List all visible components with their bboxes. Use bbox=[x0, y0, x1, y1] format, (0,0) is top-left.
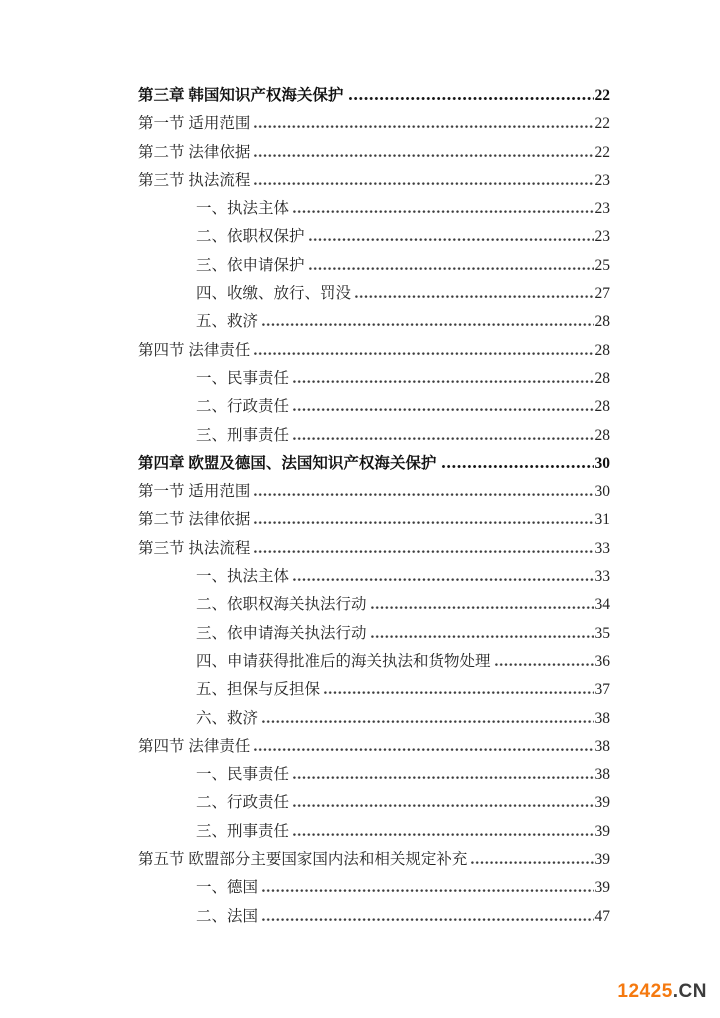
toc-entry-label: 一、德国 bbox=[196, 879, 259, 897]
toc-entry-page: 47 bbox=[594, 907, 610, 925]
toc-leader-dots bbox=[262, 719, 593, 723]
toc-entry-item[interactable] bbox=[138, 789, 610, 817]
toc-entry-page: 36 bbox=[594, 652, 610, 670]
toc-leader-dots bbox=[262, 322, 593, 326]
toc-leader-dots bbox=[254, 153, 593, 157]
toc-entry-label: 五、救济 bbox=[196, 313, 259, 331]
toc-leader-dots bbox=[254, 549, 593, 553]
toc-leader-dots bbox=[495, 662, 594, 666]
toc-entry-label: 一、执法主体 bbox=[196, 568, 290, 586]
toc-entry-label: 一、民事责任 bbox=[196, 766, 290, 784]
toc-entry-page: 22 bbox=[594, 87, 610, 104]
toc-entry-section[interactable] bbox=[138, 733, 610, 761]
toc-entry-page: 39 bbox=[594, 879, 610, 897]
toc-leader-dots bbox=[324, 690, 593, 694]
toc-entry-label: 三、依申请保护 bbox=[196, 256, 305, 274]
toc-entry-page: 23 bbox=[594, 228, 610, 246]
toc-entry-section[interactable] bbox=[138, 846, 610, 874]
toc-entry-page: 30 bbox=[594, 454, 610, 472]
toc-leader-dots bbox=[262, 917, 593, 921]
toc-entry-item[interactable] bbox=[138, 648, 610, 676]
toc-leader-dots bbox=[309, 237, 594, 241]
toc-entry-page: 33 bbox=[594, 539, 610, 557]
toc-entry-page: 22 bbox=[594, 143, 610, 161]
toc-entry-section[interactable] bbox=[138, 139, 610, 167]
toc-entry-section[interactable] bbox=[138, 110, 610, 138]
toc-entry-label: 第二节 法律依据 bbox=[138, 511, 251, 529]
toc-entry-item[interactable] bbox=[138, 761, 610, 789]
toc-entry-label: 三、依申请海关执法行动 bbox=[196, 624, 367, 642]
toc-entry-page: 39 bbox=[594, 822, 610, 840]
toc-entry-label: 第二节 法律依据 bbox=[138, 143, 251, 161]
toc-entry-item[interactable] bbox=[138, 874, 610, 902]
toc-entry-label: 四、申请获得批准后的海关执法和货物处理 bbox=[196, 652, 491, 670]
toc-leader-dots bbox=[442, 464, 593, 468]
toc-leader-dots bbox=[293, 379, 593, 383]
toc-entry-page: 28 bbox=[594, 341, 610, 359]
toc-leader-dots bbox=[355, 294, 593, 298]
toc-entry-section[interactable] bbox=[138, 337, 610, 365]
toc-leader-dots bbox=[371, 634, 594, 638]
toc-entry-section[interactable] bbox=[138, 167, 610, 195]
toc-leader-dots bbox=[293, 407, 593, 411]
toc-entry-label: 五、担保与反担保 bbox=[196, 681, 321, 699]
table-of-contents bbox=[138, 82, 610, 931]
toc-entry-chapter[interactable] bbox=[138, 82, 610, 110]
toc-entry-label: 第一节 适用范围 bbox=[138, 483, 251, 501]
toc-leader-dots bbox=[371, 605, 594, 609]
toc-leader-dots bbox=[309, 266, 594, 270]
toc-entry-page: 39 bbox=[594, 851, 610, 869]
toc-entry-label: 二、依职权保护 bbox=[196, 228, 305, 246]
toc-entry-item[interactable] bbox=[138, 818, 610, 846]
toc-entry-item[interactable] bbox=[138, 591, 610, 619]
toc-entry-label: 二、法国 bbox=[196, 907, 259, 925]
toc-entry-label: 一、执法主体 bbox=[196, 200, 290, 218]
toc-entry-item[interactable] bbox=[138, 676, 610, 704]
toc-entry-page: 38 bbox=[594, 766, 610, 784]
toc-entry-page: 23 bbox=[594, 171, 610, 189]
toc-leader-dots bbox=[254, 351, 593, 355]
toc-entry-item[interactable] bbox=[138, 308, 610, 336]
toc-leader-dots bbox=[293, 436, 593, 440]
toc-entry-section[interactable] bbox=[138, 506, 610, 534]
toc-leader-dots bbox=[293, 832, 593, 836]
toc-entry-item[interactable] bbox=[138, 195, 610, 223]
toc-entry-item[interactable] bbox=[138, 252, 610, 280]
site-watermark bbox=[617, 981, 707, 1003]
toc-entry-page: 34 bbox=[594, 596, 610, 614]
toc-entry-page: 22 bbox=[594, 115, 610, 133]
toc-entry-page: 27 bbox=[594, 285, 610, 303]
toc-entry-label: 三、刑事责任 bbox=[196, 426, 290, 444]
toc-entry-page: 30 bbox=[594, 483, 610, 501]
toc-entry-item[interactable] bbox=[138, 563, 610, 591]
toc-entry-chapter[interactable] bbox=[138, 450, 610, 478]
toc-entry-page: 33 bbox=[594, 568, 610, 586]
toc-leader-dots bbox=[293, 775, 593, 779]
toc-leader-dots bbox=[262, 888, 593, 892]
toc-entry-label: 二、依职权海关执法行动 bbox=[196, 596, 367, 614]
toc-leader-dots bbox=[349, 96, 593, 100]
toc-entry-page: 28 bbox=[594, 313, 610, 331]
toc-entry-page: 28 bbox=[594, 426, 610, 444]
toc-entry-label: 三、刑事责任 bbox=[196, 822, 290, 840]
toc-entry-item[interactable] bbox=[138, 393, 610, 421]
toc-entry-label: 第五节 欧盟部分主要国家国内法和相关规定补充 bbox=[138, 851, 468, 869]
toc-leader-dots bbox=[254, 520, 593, 524]
toc-entry-item[interactable] bbox=[138, 422, 610, 450]
toc-entry-item[interactable] bbox=[138, 223, 610, 251]
toc-entry-label: 四、收缴、放行、罚没 bbox=[196, 285, 352, 303]
toc-entry-item[interactable] bbox=[138, 903, 610, 931]
toc-entry-page: 28 bbox=[594, 369, 610, 387]
toc-entry-section[interactable] bbox=[138, 478, 610, 506]
toc-leader-dots bbox=[254, 492, 593, 496]
toc-entry-label: 第三节 执法流程 bbox=[138, 171, 251, 189]
watermark-number: 12425 bbox=[617, 981, 673, 1002]
watermark-suffix: .CN bbox=[672, 981, 707, 1002]
toc-entry-page: 23 bbox=[594, 200, 610, 218]
toc-entry-label: 第三节 执法流程 bbox=[138, 539, 251, 557]
toc-leader-dots bbox=[293, 209, 593, 213]
toc-entry-label: 六、救济 bbox=[196, 709, 259, 727]
toc-entry-label: 第四节 法律责任 bbox=[138, 341, 251, 359]
toc-entry-page: 39 bbox=[594, 794, 610, 812]
toc-entry-label: 第四章 欧盟及德国、法国知识产权海关保护 bbox=[138, 454, 437, 472]
toc-entry-label: 二、行政责任 bbox=[196, 398, 290, 416]
toc-entry-page: 31 bbox=[594, 511, 610, 529]
toc-leader-dots bbox=[471, 860, 593, 864]
toc-leader-dots bbox=[254, 747, 593, 751]
toc-entry-page: 28 bbox=[594, 398, 610, 416]
toc-entry-label: 第一节 适用范围 bbox=[138, 115, 251, 133]
toc-entry-item[interactable] bbox=[138, 365, 610, 393]
toc-entry-item[interactable] bbox=[138, 705, 610, 733]
toc-entry-page: 38 bbox=[594, 737, 610, 755]
toc-entry-page: 37 bbox=[594, 681, 610, 699]
toc-entry-label: 第四节 法律责任 bbox=[138, 737, 251, 755]
toc-entry-page: 25 bbox=[594, 256, 610, 274]
toc-leader-dots bbox=[293, 577, 593, 581]
toc-entry-item[interactable] bbox=[138, 280, 610, 308]
toc-entry-item[interactable] bbox=[138, 620, 610, 648]
toc-entry-label: 第三章 韩国知识产权海关保护 bbox=[138, 87, 344, 104]
toc-entry-label: 一、民事责任 bbox=[196, 369, 290, 387]
toc-entry-page: 38 bbox=[594, 709, 610, 727]
toc-leader-dots bbox=[254, 124, 593, 128]
toc-leader-dots bbox=[293, 803, 593, 807]
toc-entry-label: 二、行政责任 bbox=[196, 794, 290, 812]
toc-entry-page: 35 bbox=[594, 624, 610, 642]
toc-leader-dots bbox=[254, 181, 593, 185]
toc-entry-section[interactable] bbox=[138, 535, 610, 563]
